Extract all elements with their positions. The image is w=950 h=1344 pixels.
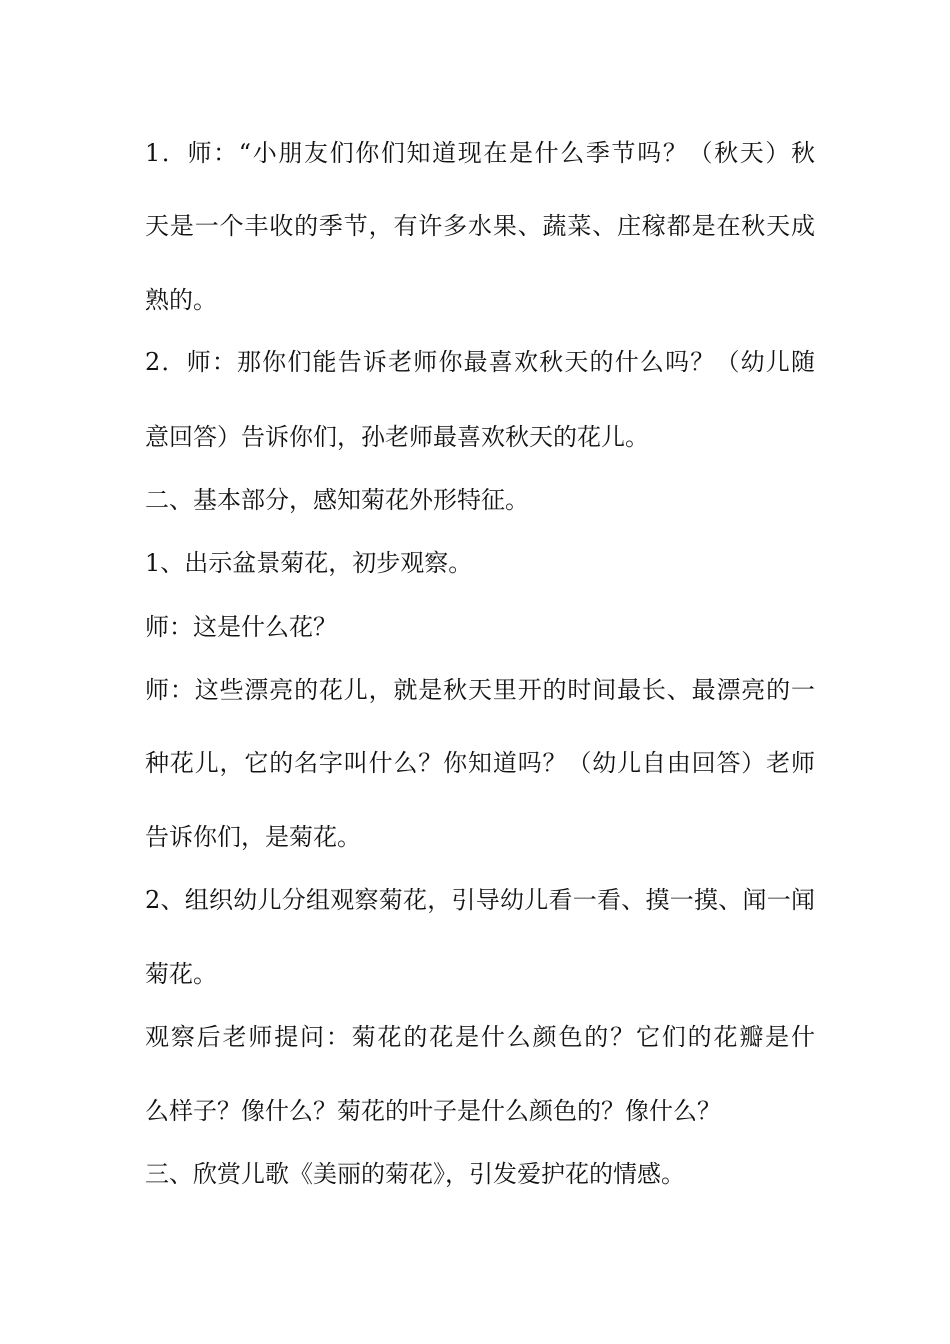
paragraph-line-8: 师：这是什么花？ bbox=[145, 613, 337, 641]
paragraph-line-4: 2．师：那你们能告诉老师你最喜欢秋天的什么吗？（幼儿随 bbox=[145, 348, 815, 376]
paragraph-line-1: 1．师：“小朋友们你们知道现在是什么季节吗？（秋天）秋 bbox=[145, 139, 815, 167]
paragraph-line-5: 意回答）告诉你们，孙老师最喜欢秋天的花儿。 bbox=[145, 423, 649, 451]
paragraph-line-3: 熟的。 bbox=[145, 286, 217, 314]
section-heading-appreciate: 三、欣赏儿歌《美丽的菊花》，引发爱护花的情感。 bbox=[145, 1160, 685, 1188]
paragraph-line-2: 天是一个丰收的季节，有许多水果、蔬菜、庄稼都是在秋天成 bbox=[145, 212, 815, 240]
paragraph-line-15: 么样子？像什么？菊花的叶子是什么颜色的？像什么？ bbox=[145, 1097, 721, 1125]
paragraph-line-12: 2、组织幼儿分组观察菊花，引导幼儿看一看、摸一摸、闻一闻 bbox=[145, 886, 815, 914]
paragraph-line-11: 告诉你们，是菊花。 bbox=[145, 823, 361, 851]
section-heading-basic: 二、基本部分，感知菊花外形特征。 bbox=[145, 486, 529, 514]
paragraph-line-10: 种花儿，它的名字叫什么？你知道吗？（幼儿自由回答）老师 bbox=[145, 749, 815, 777]
paragraph-line-9: 师：这些漂亮的花儿，就是秋天里开的时间最长、最漂亮的一 bbox=[145, 676, 815, 704]
paragraph-line-7: 1、出示盆景菊花，初步观察。 bbox=[145, 549, 473, 577]
paragraph-line-13: 菊花。 bbox=[145, 960, 217, 988]
paragraph-line-14: 观察后老师提问：菊花的花是什么颜色的？它们的花瓣是什 bbox=[145, 1023, 815, 1051]
